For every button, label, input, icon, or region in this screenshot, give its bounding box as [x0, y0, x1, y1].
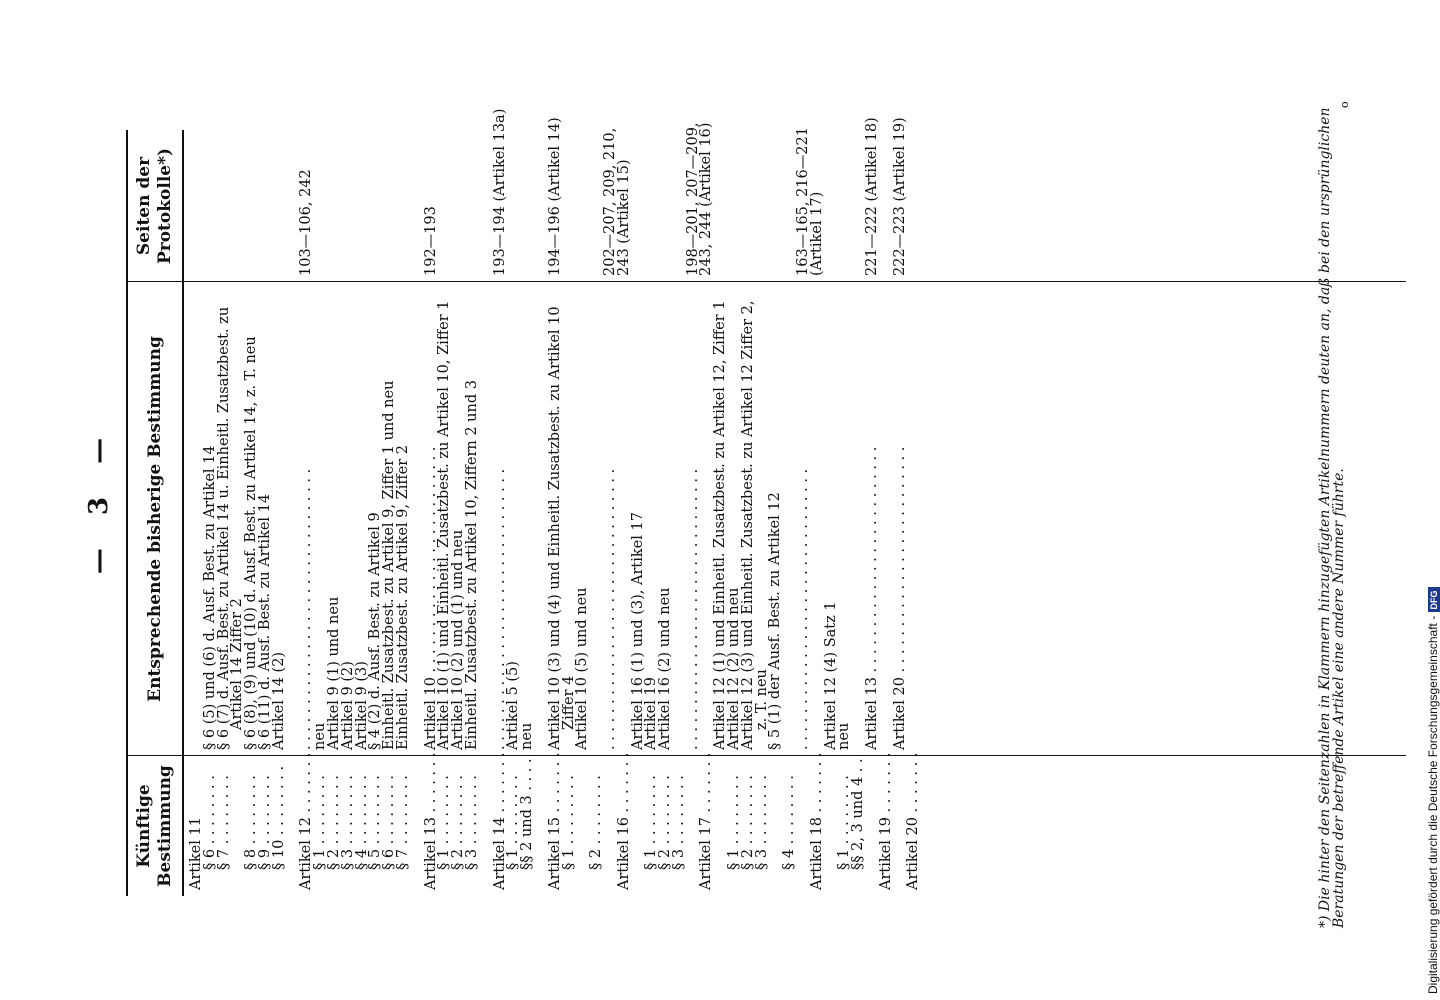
- protocol-pages-row: [563, 132, 577, 276]
- previous-provision-row: Artikel 14 Ziffer 2: [229, 598, 246, 730]
- previous-provision-row: Artikel 10 (5) und neu: [574, 587, 591, 750]
- previous-provision-row: Artikel 9 (3): [353, 661, 370, 750]
- previous-provision-row: . . . . . . . . . . . . . . . . . . . . . . . . . . . . . . .: [795, 468, 812, 750]
- previous-provision-row: § 4 (2) d. Ausf. Best. zu Artikel 9: [367, 512, 384, 750]
- protocol-pages-row: [452, 132, 466, 276]
- previous-provision-row: Artikel 12 (2) und neu: [726, 587, 743, 750]
- future-provision-row: § 2 . . . . . . . .: [450, 775, 467, 870]
- protocol-pages-row: 193—194 (Artikel 13a): [491, 108, 508, 276]
- future-provision-row: Artikel 19 . . . . . . .: [877, 752, 894, 890]
- future-provision-row: § 10 . . . . . . . .: [270, 765, 287, 870]
- previous-provision-row: Artikel 12 (4) Satz 1: [822, 601, 839, 750]
- future-provision-row: § 2 . . . . . . . .: [739, 775, 756, 870]
- previous-provision-row: . . . . . . . . . . . . . . . . . . . . . . . . . . . . . . .: [684, 468, 701, 750]
- future-provision-row: § 8 . . . . . . . .: [243, 775, 260, 870]
- future-provision-row: §§ 2 und 3 . . . .: [519, 758, 536, 870]
- future-provision-row: § 2 . . . . . . . .: [657, 775, 674, 870]
- previous-provision-row: Artikel 10 . . . . . . . . . . . . . . . . . . . . . . . . .: [422, 446, 439, 750]
- previous-provision-row: Artikel 10 (3) und (4) und Einheitl. Zusatzbest. zu Artikel 10: [546, 306, 563, 750]
- protocol-pages-row: [328, 132, 342, 276]
- previous-provision-column: [190, 284, 921, 750]
- protocol-pages-row: [769, 132, 783, 276]
- protocol-pages-row: [507, 132, 521, 276]
- future-provision-row: § 1 . . . . . . . .: [436, 775, 453, 870]
- future-provision-row: § 1 . . . . . . . .: [560, 775, 577, 870]
- protocol-pages-row: [907, 132, 921, 276]
- previous-provision-row: § 5 (1) der Ausf. Best. zu Artikel 12: [767, 492, 784, 750]
- protocol-pages-row: [245, 132, 259, 276]
- protocol-pages-row: [369, 132, 383, 276]
- previous-provision-row: Artikel 16 (1) und (3), Artikel 17: [629, 512, 646, 750]
- future-provision-row: § 3 . . . . . . . .: [753, 775, 770, 870]
- header-future-provision: [134, 756, 176, 896]
- protocol-pages-row: 194—196 (Artikel 14): [546, 117, 563, 276]
- future-provision-row: § 6 . . . . . . . .: [381, 775, 398, 870]
- protocol-pages-row: [438, 132, 452, 276]
- future-provision-row: Artikel 13 . . . . . . .: [422, 752, 439, 890]
- future-provision-row: Artikel 18 . . . . . . .: [808, 752, 825, 890]
- future-provision-row: § 1 . . . . . . . .: [836, 775, 853, 870]
- previous-provision-row: Artikel 10 (2) und (1) und neu: [450, 529, 467, 750]
- protocol-pages-row: [728, 132, 742, 276]
- small-mark: o: [1338, 101, 1351, 108]
- protocol-pages-row: [756, 132, 770, 276]
- previous-provision-row: Artikel 10 (1) und Einheitl. Zusatzbest. zu Artikel 10, Ziffer 1: [436, 300, 453, 750]
- future-provision-row: Artikel 12 . . . . . . .: [298, 752, 315, 890]
- protocol-pages-row: [659, 132, 673, 276]
- future-provision-row: § 2 . . . . . . . .: [325, 775, 342, 870]
- column-divider-2: [126, 281, 1406, 282]
- header-protocol-pages: [134, 130, 176, 282]
- protocol-pages-row: [273, 132, 287, 276]
- protocol-pages-row: [825, 132, 839, 276]
- protocol-pages-row: 163—165, 216—221: [795, 127, 812, 276]
- future-provision-row: § 1 . . . . . . . .: [505, 775, 522, 870]
- protocol-pages-row: [742, 132, 756, 276]
- future-provision-row: § 3 . . . . . . . .: [670, 775, 687, 870]
- future-provision-row: Artikel 14 . . . . . . .: [491, 752, 508, 890]
- future-provision-row: § 7 . . . . . . . .: [394, 775, 411, 870]
- future-provision-row: § 1 . . . . . . . .: [312, 775, 329, 870]
- previous-provision-row: Artikel 20 . . . . . . . . . . . . . . . . . . . . . . . . .: [891, 446, 908, 750]
- previous-provision-row: Artikel 16 (2) und neu: [657, 587, 674, 750]
- previous-provision-row: z. T. neu: [753, 669, 770, 730]
- future-provision-row: § 2 . . . . . . . .: [588, 775, 605, 870]
- protocol-pages-row: [383, 132, 397, 276]
- protocol-pages-row: [314, 132, 328, 276]
- future-provision-row: Artikel 20 . . . . . . .: [905, 752, 922, 890]
- header-pages-line2: Protokolle*): [155, 147, 175, 265]
- future-provision-row: § 3 . . . . . . . .: [339, 775, 356, 870]
- protocol-pages-row: [632, 132, 646, 276]
- protocol-pages-row: [190, 132, 204, 276]
- future-provision-row: § 6 . . . . . . . .: [201, 775, 218, 870]
- protocol-pages-row: [231, 132, 245, 276]
- protocol-pages-row: [714, 132, 728, 276]
- protocol-pages-row: [218, 132, 232, 276]
- protocol-pages-row: [204, 132, 218, 276]
- previous-provision-row: Artikel 13 . . . . . . . . . . . . . . . . . . . . . . . . .: [864, 446, 881, 750]
- protocol-pages-column: [190, 108, 921, 276]
- previous-provision-row: § 6 (8), (9) und (10) d. Ausf. Best. zu Artikel 14, z. T. neu: [243, 336, 260, 750]
- previous-provision-row: Artikel 9 (2): [339, 661, 356, 750]
- column-divider-1: [126, 755, 1406, 756]
- previous-provision-row: Einheitl. Zusatzbest. zu Artikel 9, Ziffer 2: [394, 445, 411, 750]
- protocol-pages-row: [356, 132, 370, 276]
- previous-provision-row: Artikel 12 (1) und Einheitl. Zusatzbest. zu Artikel 12, Ziffer 1: [712, 300, 729, 750]
- digitization-text: Digitalisierung gefördert durch die Deutsche Forschungsgemeinschaft -: [1426, 615, 1440, 994]
- previous-provision-row: Einheitl. Zusatzbest. zu Artikel 9, Ziffer 1 und neu: [381, 380, 398, 750]
- table-header-rule: [182, 130, 184, 896]
- header-previous-provision: Entsprechende bisherige Bestimmung: [145, 336, 165, 702]
- header-future-line2: Bestimmung: [155, 765, 175, 887]
- future-provision-row: § 5 . . . . . . . .: [367, 775, 384, 870]
- protocol-pages-row: 198—201, 207—209,: [684, 122, 701, 276]
- protocol-pages-row: [838, 132, 852, 276]
- previous-provision-row: § 6 (5) und (6) d. Ausf. Best. zu Artikel 14: [201, 445, 218, 750]
- header-pages-line1: Seiten der: [134, 156, 154, 256]
- future-provision-row: § 9 . . . . . . . .: [256, 775, 273, 870]
- previous-provision-row: neu: [836, 722, 853, 750]
- future-provision-row: Artikel 15 . . . . . . .: [546, 752, 563, 890]
- future-provision-row: § 1 . . . . . . . .: [643, 775, 660, 870]
- future-provision-row: § 1 . . . . . . . .: [726, 775, 743, 870]
- protocol-pages-row: [576, 132, 590, 276]
- footnote: *) Die hinter den Seitenzahlen in Klammern hinzugefügten Artikelnummern deuten an, daß bei den ursprünglichen Beratungen der betreffende Artikel eine andere Nummer führte.: [1317, 107, 1347, 928]
- previous-provision-row: Ziffer 4: [560, 675, 577, 730]
- protocol-pages-row: [645, 132, 659, 276]
- page-number: — 3 —: [84, 425, 114, 575]
- previous-provision-row: . . . . . . . . . . . . . . . . . . . . . . . . . . . . . . .: [298, 468, 315, 750]
- future-provision-row: Artikel 17 . . . . . . .: [698, 752, 715, 890]
- protocol-pages-row: [521, 132, 535, 276]
- table-top-rule: [126, 130, 128, 896]
- protocol-pages-row: 192—193: [422, 206, 439, 276]
- protocol-pages-row: [342, 132, 356, 276]
- header-future-line1: Künftige: [134, 784, 154, 868]
- previous-provision-row: Artikel 19: [643, 677, 660, 750]
- future-provision-row: Artikel 11: [188, 817, 204, 890]
- protocol-pages-row: 202—207, 209, 210,: [601, 127, 618, 276]
- future-provision-row: § 3 . . . . . . . .: [463, 775, 480, 870]
- future-provision-column: [188, 752, 922, 890]
- previous-provision-row: Artikel 14 (2): [270, 651, 287, 750]
- previous-provision-row: neu: [312, 722, 329, 750]
- previous-provision-row: . . . . . . . . . . . . . . . . . . . . . . . . . . . . . . .: [601, 468, 618, 750]
- protocol-pages-row: 221—222 (Artikel 18): [864, 117, 881, 276]
- protocol-pages-row: (Artikel 17): [808, 191, 825, 276]
- previous-provision-row: Einheitl. Zusatzbest. zu Artikel 10, Ziffern 2 und 3: [463, 380, 480, 750]
- previous-provision-row: § 6 (11) d. Ausf. Best. zu Artikel 14: [256, 493, 273, 750]
- previous-provision-row: Artikel 5 (5): [505, 661, 522, 750]
- future-provision-row: § 4 . . . . . . . .: [781, 775, 798, 870]
- future-provision-row: §§ 2, 3 und 4 . .: [850, 758, 867, 870]
- previous-provision-row: [907, 284, 921, 750]
- previous-provision-row: neu: [519, 722, 536, 750]
- digitization-note: [1426, 4, 1440, 994]
- future-provision-row: § 7 . . . . . . . .: [215, 775, 232, 870]
- future-provision-row: § 4 . . . . . . . .: [353, 775, 370, 870]
- previous-provision-row: § 6 (7) d. Ausf. Best. zu Artikel 14 u. Einheitl. Zusatzbest. zu: [215, 306, 232, 750]
- protocol-pages-row: [466, 132, 480, 276]
- protocol-pages-row: [259, 132, 273, 276]
- future-provision-row: Artikel 16 . . . . . . .: [615, 752, 632, 890]
- previous-provision-row: . . . . . . . . . . . . . . . . . . . . . . . . . . . . . . .: [491, 468, 508, 750]
- protocol-pages-row: [397, 132, 411, 276]
- protocol-pages-row: 243, 244 (Artikel 16): [698, 122, 715, 276]
- protocol-pages-row: 103—106, 242: [298, 169, 315, 276]
- protocol-pages-row: 222—223 (Artikel 19): [891, 117, 908, 276]
- previous-provision-row: Artikel 9 (1) und neu: [325, 596, 342, 750]
- dfg-logo: DFG: [1428, 587, 1440, 612]
- previous-provision-row: Artikel 12 (3) und Einheitl. Zusatzbest. zu Artikel 12 Ziffer 2,: [739, 300, 756, 750]
- protocol-pages-row: 243 (Artikel 15): [615, 159, 632, 276]
